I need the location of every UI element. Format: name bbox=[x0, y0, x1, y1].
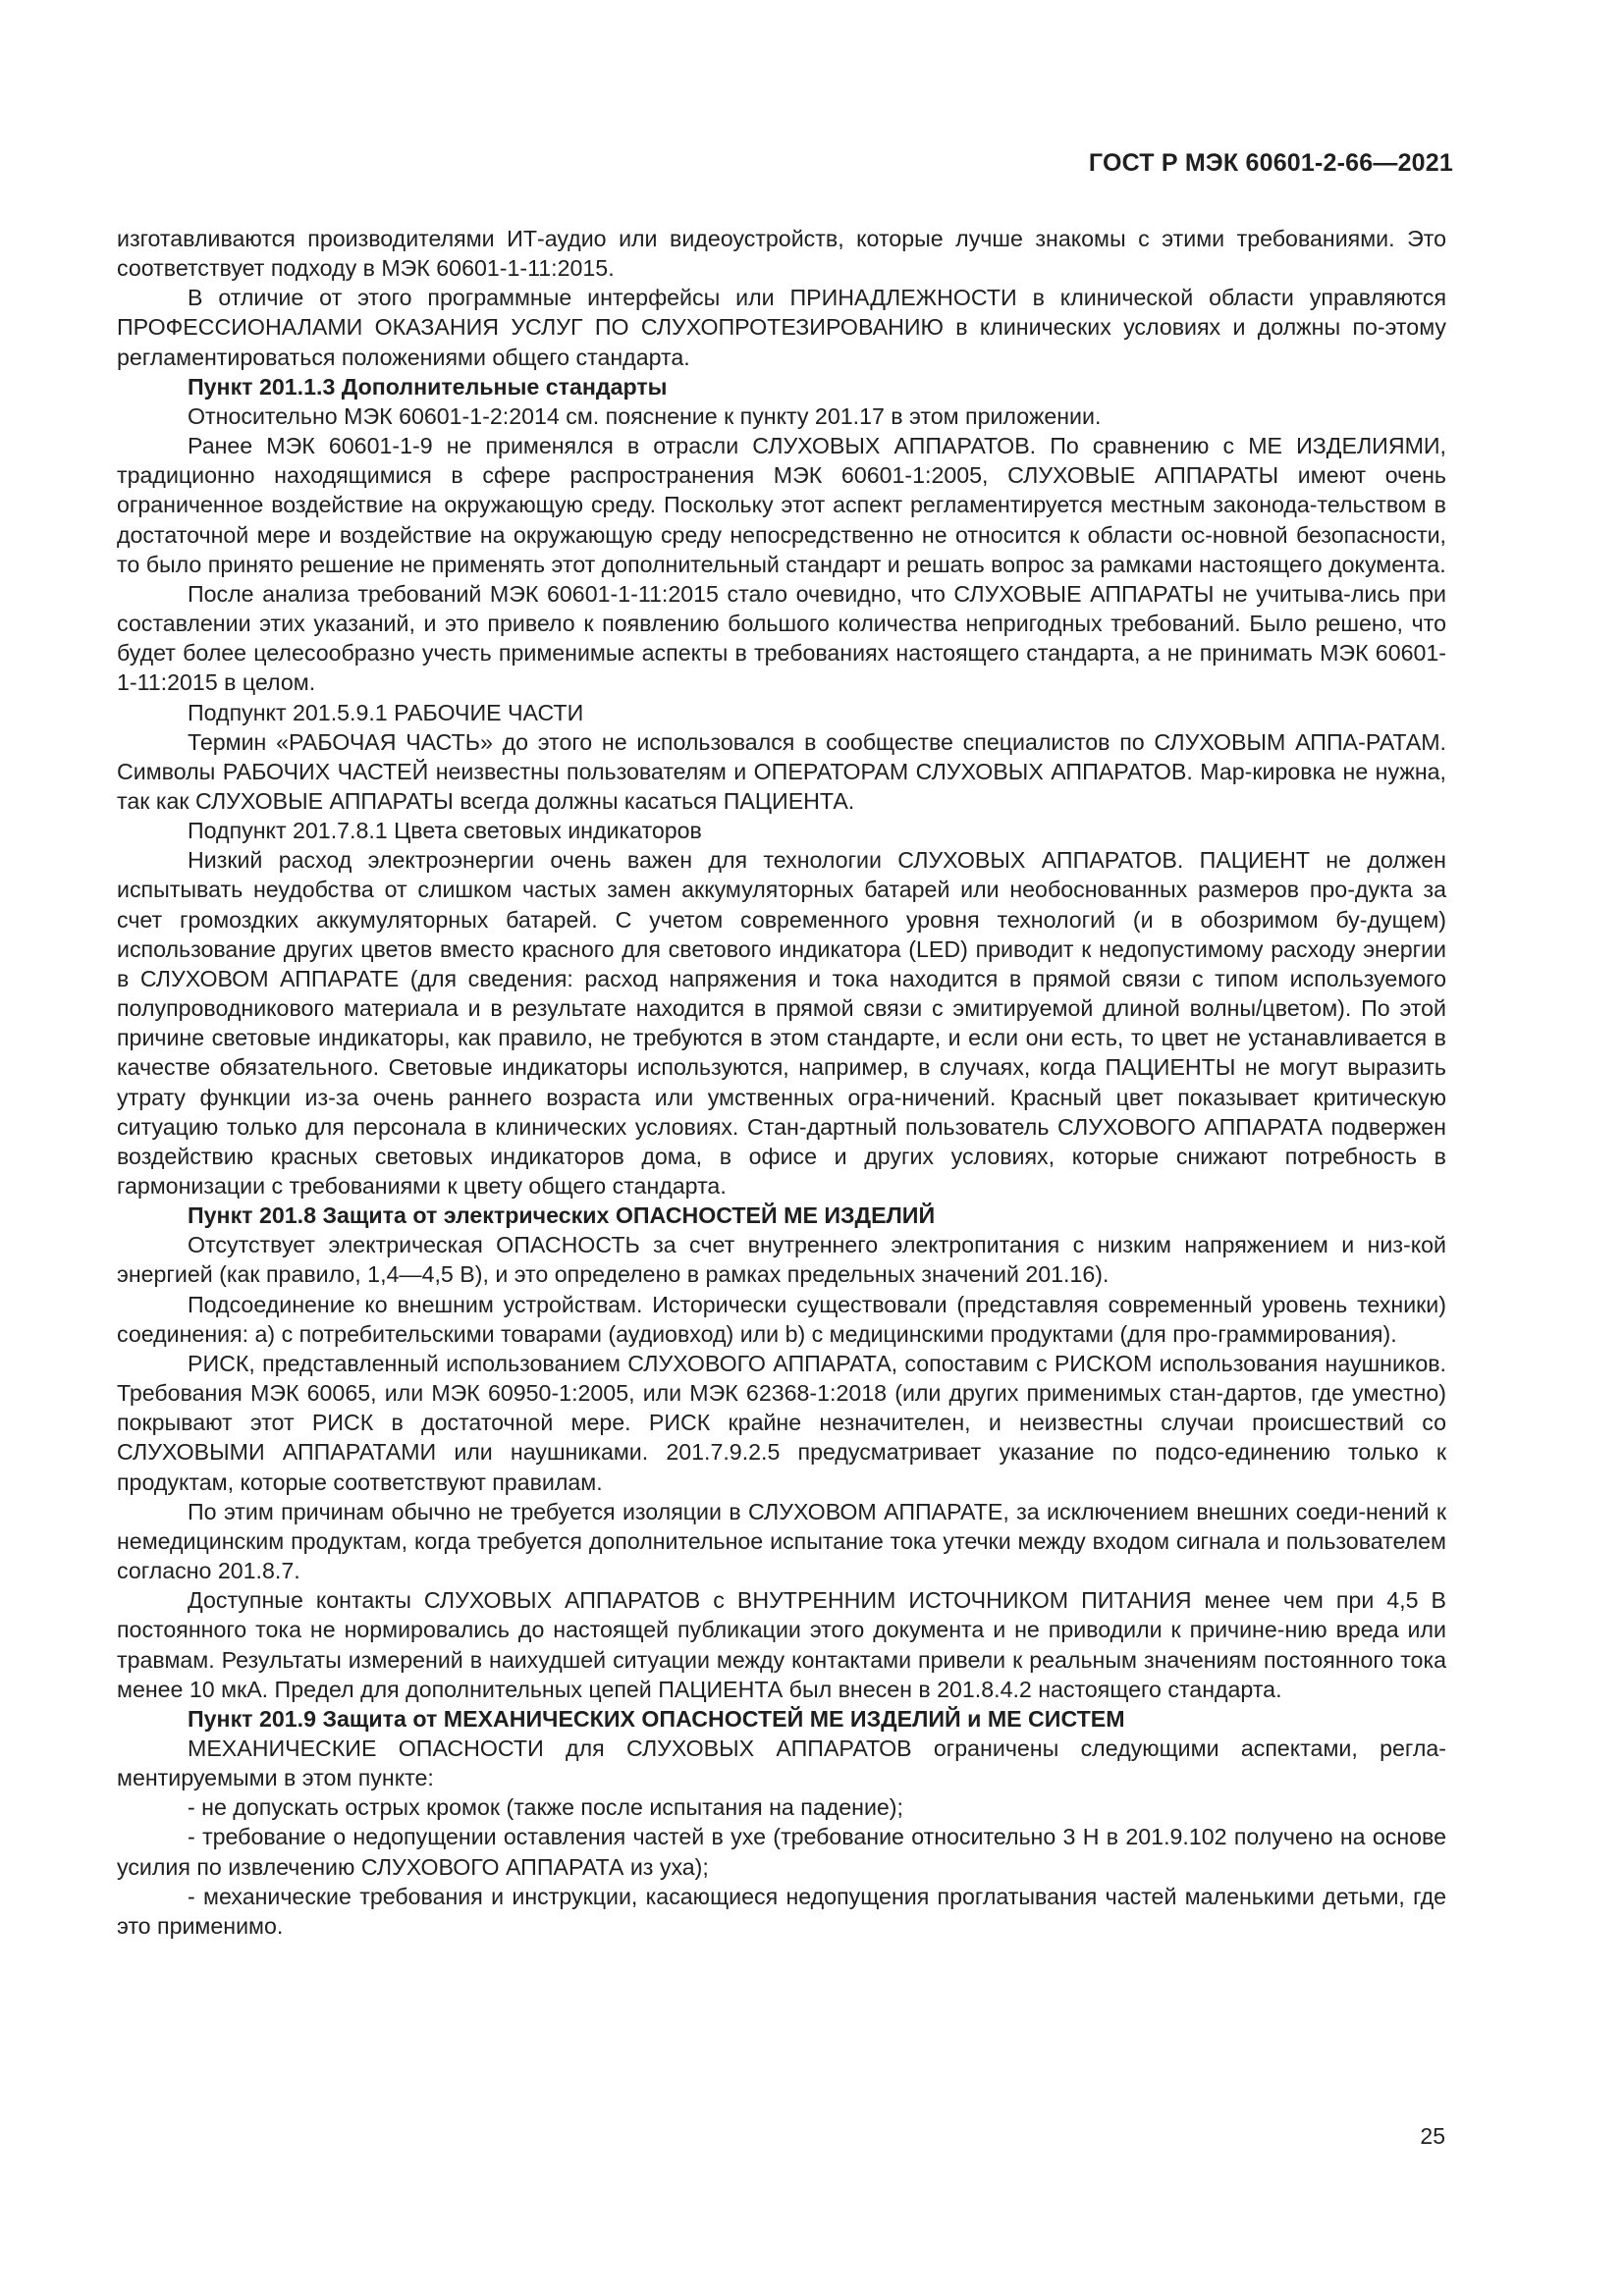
paragraph: МЕХАНИЧЕСКИЕ ОПАСНОСТИ для СЛУХОВЫХ АППАРАТОВ ограничены следующими аспектами, регла-ментируемыми в этом пункте: bbox=[117, 1735, 1446, 1791]
standard-header: ГОСТ Р МЭК 60601-2-66—2021 bbox=[1088, 149, 1453, 177]
list-item: - не допускать острых кромок (также после испытания на падение); bbox=[188, 1794, 903, 1821]
paragraph: Отсутствует электрическая ОПАСНОСТЬ за счет внутреннего электропитания с низким напряжением и низ-кой энергией (как правило, 1,4—4,5 В), и это определено в рамках предельных значений 201.16). bbox=[117, 1232, 1446, 1288]
body-text bbox=[117, 224, 1446, 1941]
paragraph-continuation: изготавливаются производителями ИТ-аудио или видеоустройств, которые лучше знакомы с этими требованиями. Это соответствует подходу в МЭК 60601-1-11:2015. bbox=[117, 226, 1446, 282]
paragraph: В отличие от этого программные интерфейсы или ПРИНАДЛЕЖНОСТИ в клинической области управляются ПРОФЕССИОНАЛАМИ ОКАЗАНИЯ УСЛУГ ПО СЛУХОПРОТЕЗИРОВАНИЮ в клинических условиях и должны по-этому регламентироваться положениями общего стандарта. bbox=[117, 285, 1446, 370]
paragraph: Относительно МЭК 60601-1-2:2014 см. пояснение к пункту 201.17 в этом приложении. bbox=[188, 402, 1102, 429]
paragraph: По этим причинам обычно не требуется изоляции в СЛУХОВОМ АППАРАТЕ, за исключением внешних соеди-нений к немедицинским продуктам, когда требуется дополнительное испытание тока утечки между входом сигнала и пользователем согласно 201.8.7. bbox=[117, 1498, 1446, 1584]
page-number: 25 bbox=[1420, 2123, 1445, 2149]
paragraph: Термин «РАБОЧАЯ ЧАСТЬ» до этого не использовался в сообществе специалистов по СЛУХОВЫМ АППА-РАТАМ. Символы РАБОЧИХ ЧАСТЕЙ неизвестны пользователям и ОПЕРАТОРАМ СЛУХОВЫХ АППАРАТОВ. Мар-кировка не нужна, так как СЛУХОВЫЕ АППАРАТЫ всегда должны касаться ПАЦИЕНТА. bbox=[117, 728, 1446, 814]
section-heading-201-9: Пункт 201.9 Защита от МЕХАНИЧЕСКИХ ОПАСНОСТЕЙ МЕ ИЗДЕЛИЙ и МЕ СИСТЕМ bbox=[188, 1705, 1125, 1732]
paragraph: Ранее МЭК 60601-1-9 не применялся в отрасли СЛУХОВЫХ АППАРАТОВ. По сравнению с МЕ ИЗДЕЛИЯМИ, традиционно находящимися в сфере распространения МЭК 60601-1:2005, СЛУХОВЫЕ АППАРАТЫ имеют очень ограниченное воздействие на окружающую среду. Поскольку этот аспект регламентируется местным законода-тельством в достаточной мере и воздействие на окружающую среду непосредственно не относится к области ос-новной безопасности, то было принято решение не применять этот дополнительный стандарт и решать вопрос за рамками настоящего документа. bbox=[117, 433, 1446, 577]
paragraph: Подсоединение ко внешним устройствам. Исторически существовали (представляя современный уровень техники) соединения: а) с потребительскими товарами (аудиовход) или b) с медицинскими продуктами (для про-граммирования). bbox=[117, 1291, 1446, 1347]
paragraph: РИСК, представленный использованием СЛУХОВОГО АППАРАТА, сопоставим с РИСКОМ использования наушников. Требования МЭК 60065, или МЭК 60950-1:2005, или МЭК 62368-1:2018 (или других применимых стан-дартов, где уместно) покрывают этот РИСК в достаточной мере. РИСК крайне незначителен, и неизвестны случаи происшествий со СЛУХОВЫМИ АППАРАТАМИ или наушниками. 201.7.9.2.5 предусматривает указание по подсо-единению только к продуктам, которые соответствуют правилам. bbox=[117, 1350, 1446, 1495]
subsection-heading-201-7-8-1: Подпункт 201.7.8.1 Цвета световых индикаторов bbox=[188, 818, 702, 844]
section-heading-201-1-3: Пункт 201.1.3 Дополнительные стандарты bbox=[188, 373, 668, 400]
paragraph: После анализа требований МЭК 60601-1-11:2015 стало очевидно, что СЛУХОВЫЕ АППАРАТЫ не учитыва-лись при составлении этих указаний, и это привело к появлению большого количества непригодных требований. Было решено, что будет более целесообразно учесть применимые аспекты в требованиях настоящего стандарта, а не принимать МЭК 60601-1-11:2015 в целом. bbox=[117, 580, 1446, 696]
paragraph: Низкий расход электроэнергии очень важен для технологии СЛУХОВЫХ АППАРАТОВ. ПАЦИЕНТ не должен испытывать неудобства от слишком частых замен аккумуляторных батарей или необоснованных размеров про-дукта за счет громоздких аккумуляторных батарей. С учетом современного уровня технологий (и в обозримом бу-дущем) использование других цветов вместо красного для светового индикатора (LED) приводит к недопустимому расходу энергии в СЛУХОВОМ АППАРАТЕ (для сведения: расход напряжения и тока находится в прямой связи с типом используемого полупроводникового материала и в результате находится в прямой связи с эмитируемой длиной волны/цветом). По этой причине световые индикаторы, как правило, не требуются в этом стандарте, и если они есть, то цвет не устанавливается в качестве обязательного. Световые индикаторы используются, например, в случаях, когда ПАЦИЕНТЫ не могут выразить утрату функции из-за очень раннего возраста или умственных огра-ничений. Красный цвет показывает критическую ситуацию только для персонала в клинических условиях. Стан-дартный пользователь СЛУХОВОГО АППАРАТА подвержен воздействию красных световых индикаторов дома, в офисе и других условиях, которые снижают потребность в гармонизации с требованиями к цвету общего стандарта. bbox=[117, 847, 1446, 1199]
list-item: - требование о недопущении оставления частей в ухе (требование относительно 3 Н в 201.9.102 получено на основе усилия по извлечению СЛУХОВОГО АППАРАТА из уха); bbox=[117, 1824, 1446, 1880]
paragraph: Доступные контакты СЛУХОВЫХ АППАРАТОВ с ВНУТРЕННИМ ИСТОЧНИКОМ ПИТАНИЯ менее чем при 4,5 В постоянного тока не нормировались до настоящей публикации этого документа и не приводили к причине-нию вреда или травмам. Результаты измерений в наихудшей ситуации между контактами привели к реальным значениям постоянного тока менее 10 мкА. Предел для дополнительных цепей ПАЦИЕНТА был внесен в 201.8.4.2 настоящего стандарта. bbox=[117, 1587, 1446, 1702]
list-item: - механические требования и инструкции, касающиеся недопущения проглатывания частей маленькими детьми, где это применимо. bbox=[117, 1883, 1446, 1939]
subsection-heading-201-5-9-1: Подпункт 201.5.9.1 РАБОЧИЕ ЧАСТИ bbox=[188, 699, 584, 725]
section-heading-201-8: Пункт 201.8 Защита от электрических ОПАСНОСТЕЙ МЕ ИЗДЕЛИЙ bbox=[188, 1202, 936, 1229]
